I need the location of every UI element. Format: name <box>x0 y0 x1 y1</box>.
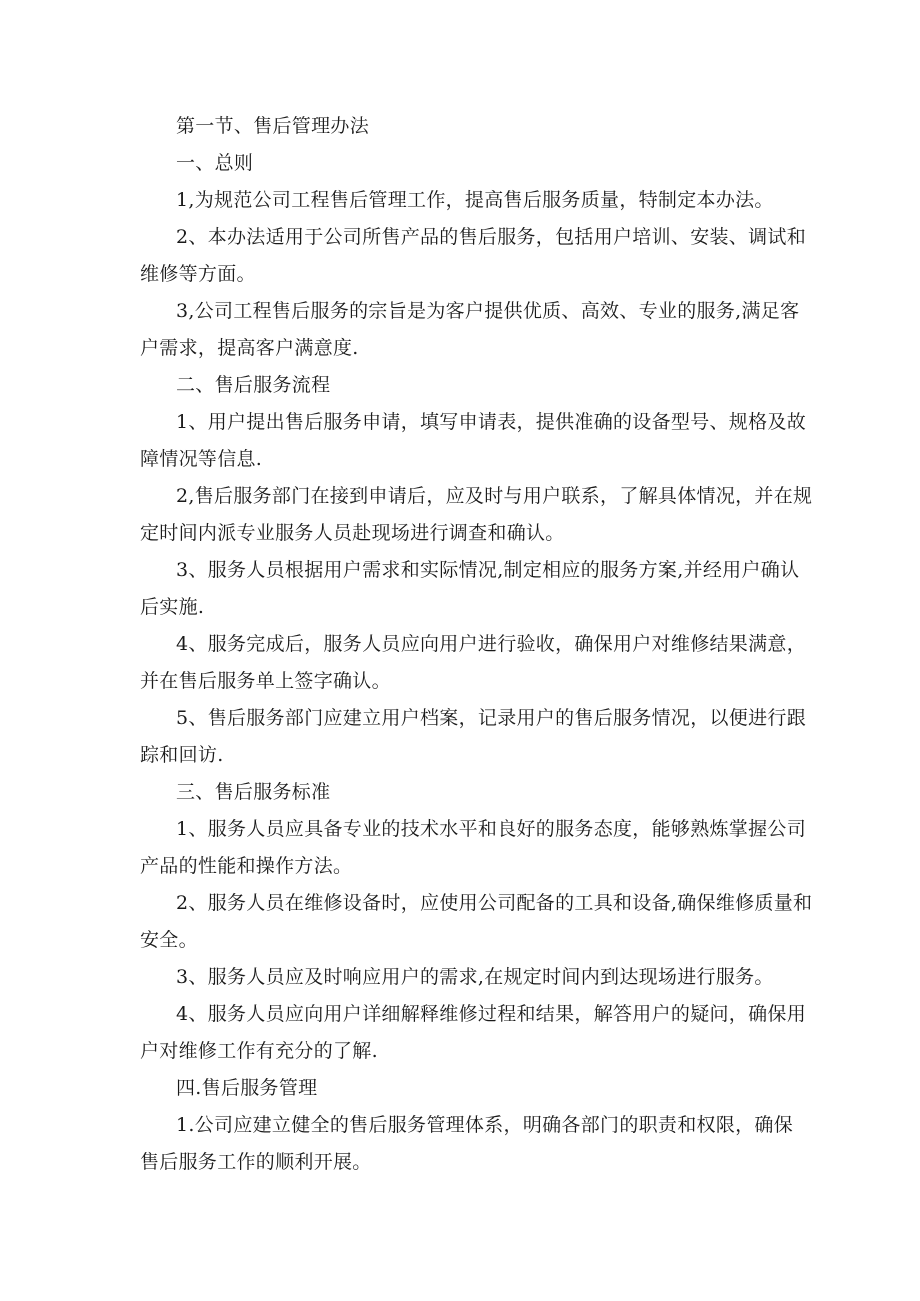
paragraph-line: 安全。 <box>140 929 198 951</box>
paragraph-line: 2、本办法适用于公司所售产品的售后服务，包括用户培训、安装、调试和 <box>176 226 806 248</box>
paragraph-line: 4、服务完成后，服务人员应向用户进行验收，确保用户对维修结果满意， <box>176 633 806 655</box>
document-page <box>140 108 813 1181</box>
paragraph-line: 踪和回访. <box>140 744 224 766</box>
paragraph-line: 障情况等信息. <box>140 448 263 470</box>
paragraph-line: 1、服务人员应具备专业的技术水平和良好的服务态度，能够熟炼掌握公司 <box>176 818 806 840</box>
heading-management: 四.售后服务管理 <box>176 1077 318 1099</box>
paragraph-line: 产品的性能和操作方法。 <box>140 855 353 877</box>
heading-standards: 三、售后服务标准 <box>176 781 331 803</box>
paragraph-line: 1,为规范公司工程售后管理工作，提高售后服务质量，特制定本办法。 <box>176 189 774 211</box>
paragraph-line: 后实施. <box>140 596 205 618</box>
paragraph-line: 1、用户提出售后服务申请，填写申请表，提供准确的设备型号、规格及故 <box>176 411 806 433</box>
section-title: 第一节、售后管理办法 <box>176 115 370 137</box>
paragraph-line: 3、服务人员应及时响应用户的需求,在规定时间内到达现场进行服务。 <box>176 966 774 988</box>
heading-process: 二、售后服务流程 <box>176 374 331 396</box>
paragraph-line: 5、售后服务部门应建立用户档案，记录用户的售后服务情况，以便进行跟 <box>176 707 806 729</box>
paragraph-line: 3,公司工程售后服务的宗旨是为客户提供优质、高效、专业的服务,满足客 <box>176 300 800 322</box>
paragraph-line: 户对维修工作有充分的了解. <box>140 1040 378 1062</box>
paragraph-line: 3、服务人员根据用户需求和实际情况,制定相应的服务方案,并经用户确认 <box>176 559 800 581</box>
paragraph-line: 维修等方面。 <box>140 263 256 285</box>
paragraph-line: 1.公司应建立健全的售后服务管理体系，明确各部门的职责和权限，确保 <box>176 1114 794 1136</box>
paragraph-line: 定时间内派专业服务人员赴现场进行调查和确认。 <box>140 522 565 544</box>
paragraph-line: 2,售后服务部门在接到申请后，应及时与用户联系，了解具体情况，并在规 <box>176 485 813 507</box>
heading-general: 一、总则 <box>176 152 254 174</box>
paragraph-line: 2、服务人员在维修设备时，应使用公司配备的工具和设备,确保维修质量和 <box>176 892 813 914</box>
paragraph-line: 户需求，提高客户满意度. <box>140 337 359 359</box>
paragraph-line: 售后服务工作的顺利开展。 <box>140 1151 372 1173</box>
paragraph-line: 并在售后服务单上签字确认。 <box>140 670 391 692</box>
paragraph-line: 4、服务人员应向用户详细解释维修过程和结果，解答用户的疑问，确保用 <box>176 1003 806 1025</box>
